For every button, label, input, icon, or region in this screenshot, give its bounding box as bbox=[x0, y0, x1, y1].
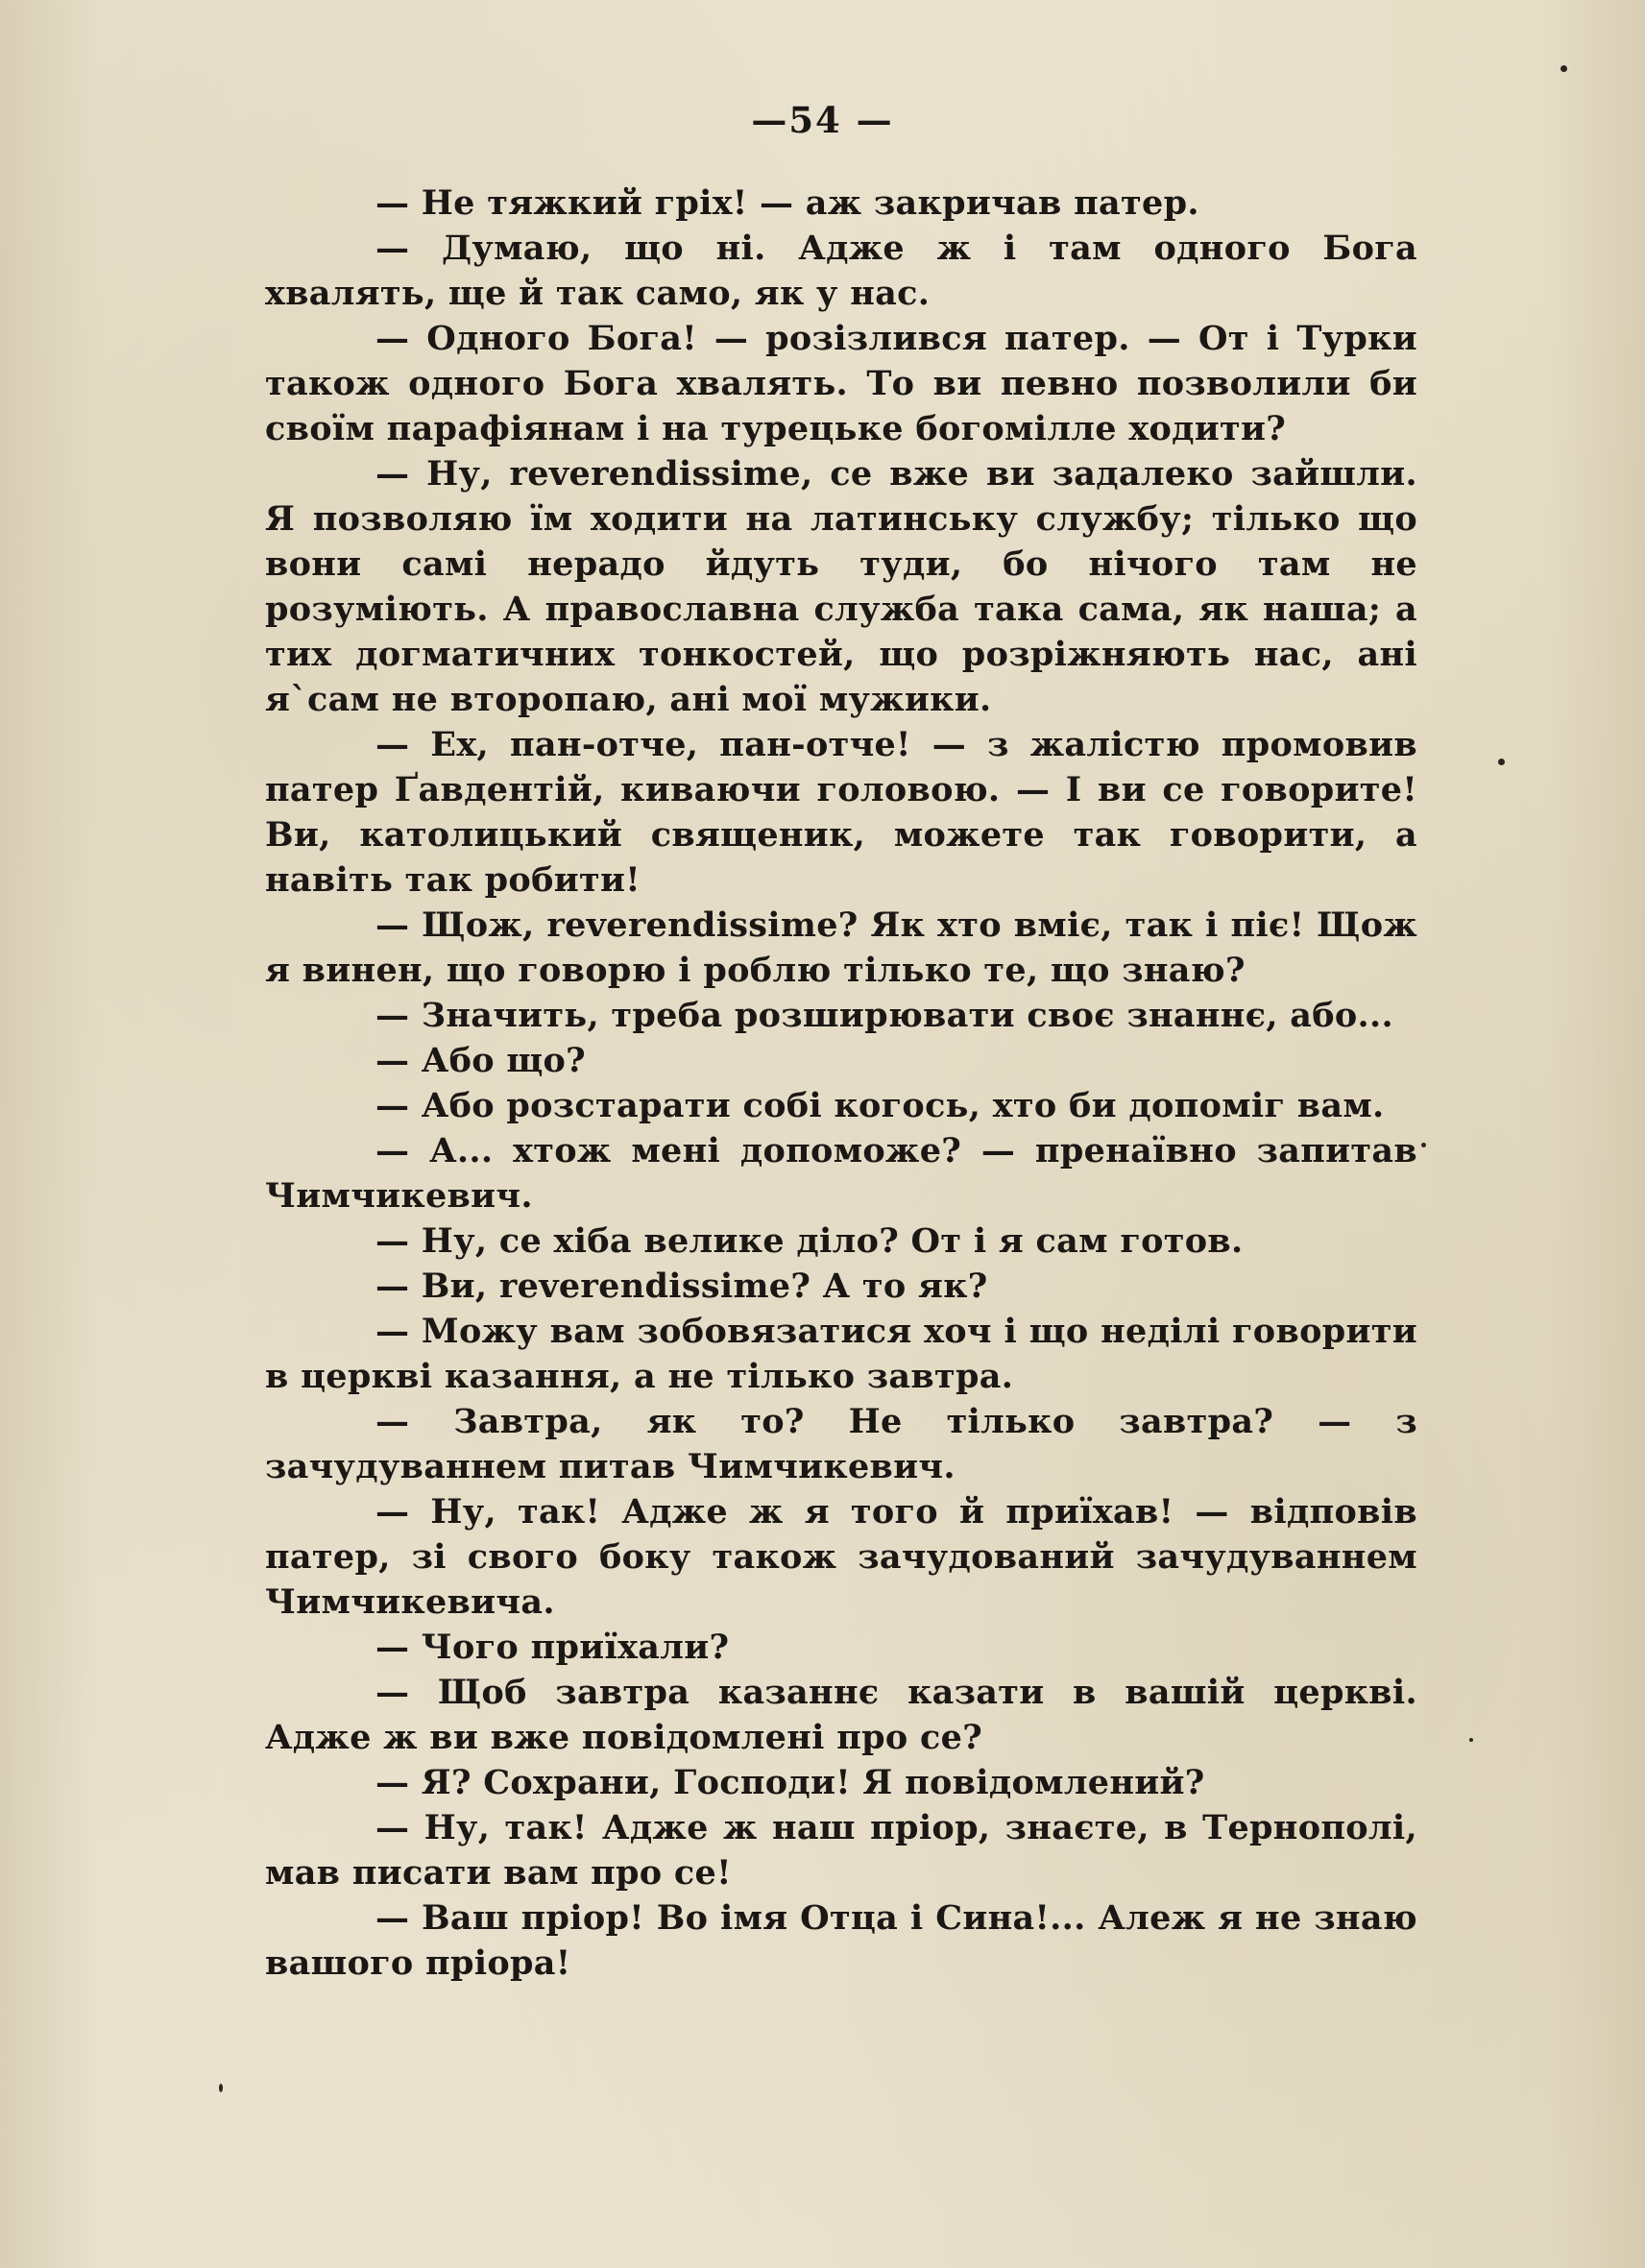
paragraph: — Ваш пріор! Во імя Отца і Сина!... Алеж я не знаю вашого пріора! bbox=[265, 1898, 1417, 1983]
paragraph: — Щож, reverendissime? Як хто вміє, так і піє! Щож я винен, що говорю і роблю тілько те, що знаю? bbox=[265, 905, 1417, 990]
paragraph: — Ну, так! Адже ж наш пріор, знаєте, в Тернополі, мав писати вам про се! bbox=[265, 1808, 1417, 1893]
paper-speck bbox=[1421, 1143, 1426, 1147]
paragraph: — Ну, reverendissime, се вже ви задалеко зайшли. Я позволяю їм ходити на латинську службу; тілько що вони самі нерадо йдуть туди, бо нічого там не розуміють. А православна служба така сама, як наша; а тих догматичних тонкостей, що розріжняють нас, ані я`сам не второпаю, ані мої мужики. bbox=[265, 454, 1417, 719]
paper-speck bbox=[1560, 65, 1567, 72]
paragraph: — Ви, reverendissime? А то як? bbox=[375, 1267, 988, 1306]
page-number: —54 — bbox=[751, 99, 894, 141]
paragraph: — Щоб завтра казаннє казати в вашій церкві. Адже ж ви вже повідомлені про се? bbox=[265, 1673, 1417, 1757]
paragraph: — А... хтож мені допоможе? — пренаївно запитав Чимчикевич. bbox=[265, 1131, 1417, 1216]
paragraph: — Значить, треба розширювати своє знаннє, або... bbox=[375, 996, 1394, 1035]
paragraph: — Або що? bbox=[375, 1041, 586, 1080]
paragraph: — Одного Бога! — розізлився патер. — От і Турки також одного Бога хвалять. То ви певно позволили би своїм парафіянам і на турецьке богомілле ходити? bbox=[265, 319, 1417, 448]
paragraph: — Або розстарати собі когось, хто би допоміг вам. bbox=[375, 1086, 1385, 1125]
paper-speck bbox=[219, 2084, 223, 2092]
paper-speck bbox=[1469, 1738, 1473, 1742]
paragraph: — Чого приїхали? bbox=[375, 1628, 730, 1667]
body-text bbox=[265, 181, 1417, 1986]
paragraph: — Ну, так! Адже ж я того й приїхав! — відповів патер, зі свого боку також зачудований зачудуваннем Чимчикевича. bbox=[265, 1492, 1417, 1622]
paper-speck bbox=[1498, 759, 1505, 765]
paragraph: — Завтра, як то? Не тілько завтра? — з зачудуваннем питав Чимчикевич. bbox=[265, 1402, 1417, 1486]
paragraph: — Можу вам зобовязатися хоч і що неділі говорити в церкві казання, а не тілько завтра. bbox=[265, 1312, 1417, 1396]
paragraph: — Я? Сохрани, Господи! Я повідомлений? bbox=[375, 1763, 1205, 1802]
paragraph: — Ех, пан-отче, пан-отче! — з жалістю промовив патер Ґавдентій, киваючи головою. — І ви се говорите! Ви, католицький священик, можете так говорити, а навіть так робити! bbox=[265, 725, 1417, 900]
paragraph: — Думаю, що ні. Адже ж і там одного Бога хвалять, ще й так само, як у нас. bbox=[265, 229, 1417, 313]
paragraph: — Ну, се хіба велике діло? От і я сам готов. bbox=[375, 1221, 1244, 1261]
paragraph: — Не тяжкий гріх! — аж закричав патер. bbox=[375, 183, 1199, 223]
